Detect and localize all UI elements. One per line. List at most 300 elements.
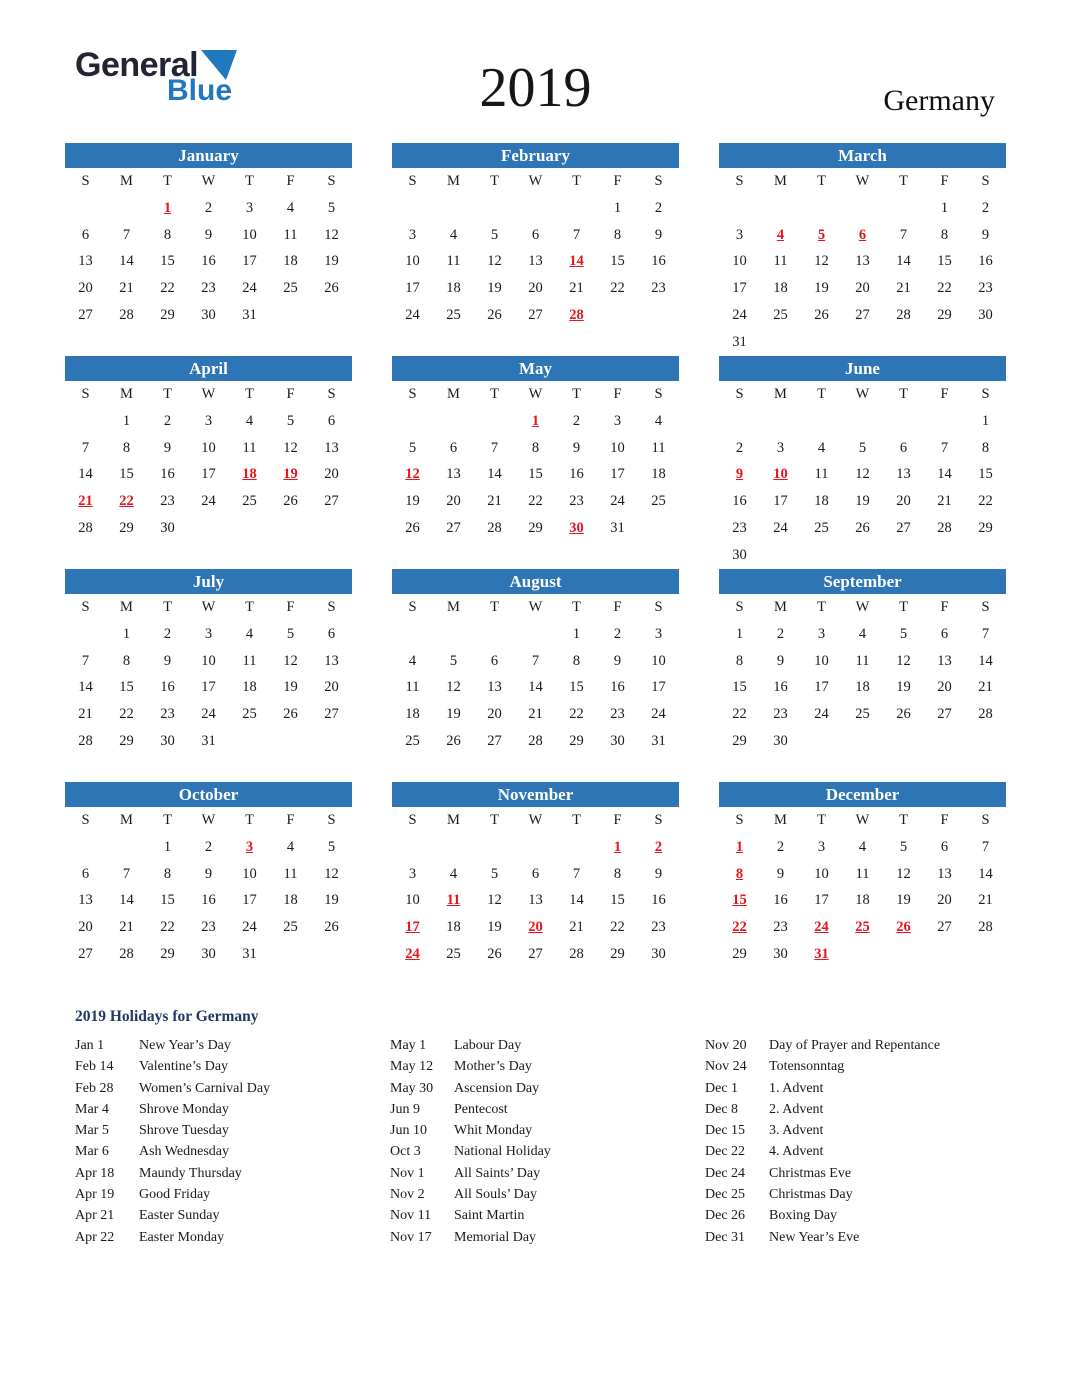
day-cell: 18 [855, 892, 870, 909]
holiday-entry-date: Oct 3 [390, 1144, 421, 1160]
empty-cell [801, 195, 842, 222]
day-cell: 19 [446, 706, 461, 723]
day-cell: 15 [528, 466, 543, 483]
empty-cell [801, 728, 842, 755]
weekday-header-row [392, 381, 679, 408]
day-cell: 1 [572, 625, 581, 642]
weekday-label: S [981, 599, 990, 615]
holiday-day-cell: 26 [896, 919, 911, 936]
empty-cell [65, 408, 106, 435]
empty-cell [65, 621, 106, 648]
day-cell: 30 [773, 945, 788, 962]
day-cell: 20 [528, 280, 543, 297]
week-row [65, 941, 352, 968]
holiday-day-cell: 6 [858, 226, 867, 243]
day-cell: 7 [981, 838, 990, 855]
holiday-entry-name: Christmas Eve [769, 1165, 852, 1181]
weekday-label: M [447, 386, 460, 402]
holiday-entry-date: Nov 2 [390, 1187, 425, 1203]
day-cell: 18 [283, 253, 298, 270]
day-cell: 3 [204, 412, 213, 429]
week-row [65, 914, 352, 941]
weekday-label: S [654, 386, 663, 402]
holiday-entry-date: May 30 [390, 1080, 434, 1096]
empty-cell [883, 941, 924, 968]
day-cell: 2 [204, 838, 213, 855]
weekday-label: F [940, 599, 949, 615]
week-row [392, 728, 679, 755]
day-cell: 4 [408, 652, 417, 669]
day-cell: 6 [81, 865, 90, 882]
holiday-entry [705, 1035, 1020, 1056]
day-cell: 5 [327, 838, 336, 855]
day-cell: 6 [327, 412, 336, 429]
day-cell: 22 [610, 280, 625, 297]
week-row [392, 674, 679, 701]
day-cell: 22 [610, 919, 625, 936]
day-cell: 22 [160, 919, 175, 936]
day-cell: 10 [201, 652, 216, 669]
weekday-label: T [490, 386, 499, 402]
week-row [65, 435, 352, 462]
day-cell: 5 [449, 652, 458, 669]
day-cell: 23 [651, 280, 666, 297]
holiday-day-cell: 19 [283, 466, 298, 483]
empty-cell [801, 542, 842, 569]
day-cell: 30 [201, 306, 216, 323]
day-cell: 12 [487, 892, 502, 909]
day-cell: 15 [569, 679, 584, 696]
day-cell: 25 [651, 493, 666, 510]
month-june [719, 356, 1006, 569]
day-cell: 26 [405, 519, 420, 536]
day-cell: 24 [732, 306, 747, 323]
holiday-entry-name: 3. Advent [769, 1123, 824, 1139]
week-row [65, 834, 352, 861]
holiday-entry-date: Dec 24 [705, 1165, 746, 1181]
empty-cell [311, 728, 352, 755]
day-cell: 16 [732, 493, 747, 510]
day-cell: 3 [408, 226, 417, 243]
empty-cell [883, 195, 924, 222]
holiday-entry-date: Apr 22 [75, 1229, 115, 1245]
week-row [65, 302, 352, 329]
holiday-entry-name: Maundy Thursday [139, 1165, 242, 1181]
holiday-entry [705, 1205, 1020, 1226]
day-cell: 20 [324, 679, 339, 696]
day-cell: 15 [160, 892, 175, 909]
day-cell: 30 [160, 519, 175, 536]
month-february [392, 143, 679, 356]
week-row [392, 488, 679, 515]
empty-cell [474, 834, 515, 861]
week-row [392, 515, 679, 542]
day-cell: 3 [817, 838, 826, 855]
day-cell: 10 [242, 865, 257, 882]
day-cell: 2 [163, 412, 172, 429]
day-cell: 20 [78, 919, 93, 936]
day-cell: 30 [201, 945, 216, 962]
weekday-header-row [65, 594, 352, 621]
day-cell: 3 [776, 439, 785, 456]
week-row [719, 887, 1006, 914]
day-cell: 11 [773, 253, 788, 270]
week-row [719, 728, 1006, 755]
month-november [392, 782, 679, 995]
day-cell: 25 [855, 706, 870, 723]
holiday-entry-name: 2. Advent [769, 1101, 824, 1117]
weekday-label: T [490, 599, 499, 615]
day-cell: 18 [242, 679, 257, 696]
weekday-label: S [654, 812, 663, 828]
weekday-header-row [392, 168, 679, 195]
day-cell: 21 [528, 706, 543, 723]
empty-cell [719, 195, 760, 222]
logo-text-blue: Blue [167, 74, 233, 107]
empty-cell [392, 195, 433, 222]
day-cell: 24 [201, 493, 216, 510]
weekday-header-row [719, 381, 1006, 408]
empty-cell [924, 408, 965, 435]
weekday-label: S [654, 173, 663, 189]
day-cell: 20 [855, 280, 870, 297]
weekday-header-row [719, 168, 1006, 195]
day-cell: 7 [81, 652, 90, 669]
weekday-label: T [163, 173, 172, 189]
holiday-entry [75, 1120, 390, 1141]
day-cell: 28 [937, 519, 952, 536]
day-cell: 13 [487, 679, 502, 696]
holidays-title: 2019 Holidays for Germany [75, 1008, 259, 1025]
weekday-label: S [981, 173, 990, 189]
day-cell: 23 [160, 493, 175, 510]
month-april [65, 356, 352, 569]
day-cell: 14 [487, 466, 502, 483]
day-cell: 28 [896, 306, 911, 323]
holiday-day-cell: 22 [732, 919, 747, 936]
holiday-entry [390, 1205, 705, 1226]
week-row [719, 195, 1006, 222]
day-cell: 12 [283, 439, 298, 456]
day-cell: 16 [651, 253, 666, 270]
holiday-entry-date: Nov 20 [705, 1038, 747, 1053]
holiday-day-cell: 12 [405, 466, 420, 483]
day-cell: 15 [937, 253, 952, 270]
holiday-entry [705, 1163, 1020, 1184]
day-cell: 11 [855, 652, 870, 669]
day-cell: 17 [201, 466, 216, 483]
day-cell: 5 [899, 625, 908, 642]
day-cell: 13 [324, 652, 339, 669]
holiday-day-cell: 31 [814, 945, 829, 962]
holiday-entry [390, 1035, 705, 1056]
empty-cell [311, 941, 352, 968]
day-cell: 7 [572, 226, 581, 243]
day-cell: 8 [940, 226, 949, 243]
day-cell: 23 [569, 493, 584, 510]
day-cell: 28 [119, 945, 134, 962]
day-cell: 20 [896, 493, 911, 510]
month-october [65, 782, 352, 995]
day-cell: 24 [405, 306, 420, 323]
day-cell: 8 [981, 439, 990, 456]
day-cell: 14 [569, 892, 584, 909]
holiday-entry-date: Feb 14 [75, 1059, 114, 1075]
day-cell: 23 [201, 280, 216, 297]
day-cell: 2 [654, 199, 663, 216]
empty-cell [474, 408, 515, 435]
holiday-entry-date: Nov 11 [390, 1208, 432, 1224]
day-cell: 26 [324, 280, 339, 297]
day-cell: 10 [201, 439, 216, 456]
day-cell: 14 [119, 892, 134, 909]
week-row [719, 275, 1006, 302]
day-cell: 1 [940, 199, 949, 216]
day-cell: 16 [978, 253, 993, 270]
day-cell: 4 [245, 625, 254, 642]
holiday-entry-name: Easter Sunday [139, 1208, 220, 1224]
holiday-day-cell: 1 [735, 838, 744, 855]
day-cell: 27 [78, 945, 93, 962]
weekday-label: M [447, 599, 460, 615]
day-cell: 16 [201, 253, 216, 270]
empty-cell [106, 195, 147, 222]
holiday-day-cell: 1 [163, 199, 172, 216]
weekday-label: T [245, 386, 254, 402]
week-row [65, 248, 352, 275]
day-cell: 11 [855, 865, 870, 882]
day-cell: 5 [327, 199, 336, 216]
day-cell: 28 [569, 945, 584, 962]
day-cell: 6 [940, 625, 949, 642]
year-title: 2019 [479, 57, 592, 119]
holiday-entry [705, 1120, 1020, 1141]
day-cell: 18 [283, 892, 298, 909]
holiday-entry-name: 4. Advent [769, 1144, 824, 1160]
day-cell: 16 [160, 466, 175, 483]
holiday-day-cell: 21 [78, 493, 93, 510]
holiday-entry-name: Valentine’s Day [139, 1059, 229, 1075]
logo-text-general: General [75, 46, 199, 84]
holiday-entry [75, 1078, 390, 1099]
day-cell: 28 [528, 732, 543, 749]
holiday-entry-name: Shrove Monday [139, 1101, 229, 1117]
day-cell: 3 [613, 412, 622, 429]
weekday-label: M [774, 812, 787, 828]
holiday-column-3 [705, 1035, 1020, 1248]
day-cell: 14 [937, 466, 952, 483]
day-cell: 8 [613, 226, 622, 243]
day-cell: 17 [242, 892, 257, 909]
holiday-entry-name: Pentecost [454, 1101, 508, 1117]
day-cell: 18 [446, 280, 461, 297]
day-cell: 21 [487, 493, 502, 510]
empty-cell [311, 302, 352, 329]
day-cell: 21 [119, 280, 134, 297]
day-cell: 2 [613, 625, 622, 642]
holiday-day-cell: 3 [245, 838, 254, 855]
day-cell: 25 [773, 306, 788, 323]
day-cell: 14 [978, 865, 993, 882]
holiday-day-cell: 9 [735, 466, 744, 483]
weekday-label: W [855, 812, 870, 828]
weekday-label: S [735, 812, 744, 828]
day-cell: 6 [531, 865, 540, 882]
weekday-label: T [163, 599, 172, 615]
day-cell: 23 [610, 706, 625, 723]
day-cell: 16 [160, 679, 175, 696]
day-cell: 2 [572, 412, 581, 429]
empty-cell [842, 941, 883, 968]
day-cell: 7 [122, 865, 131, 882]
holiday-entry [75, 1184, 390, 1205]
week-row [392, 222, 679, 249]
empty-cell [842, 728, 883, 755]
day-cell: 30 [773, 732, 788, 749]
weekday-label: T [817, 812, 826, 828]
day-cell: 7 [531, 652, 540, 669]
day-cell: 21 [78, 706, 93, 723]
empty-cell [883, 542, 924, 569]
weekday-header-row [65, 807, 352, 834]
empty-cell [801, 408, 842, 435]
holiday-entry-name: New Year’s Eve [769, 1229, 860, 1245]
holiday-entry-date: Dec 31 [705, 1229, 746, 1245]
week-row [392, 621, 679, 648]
weekday-label: S [408, 173, 417, 189]
day-cell: 12 [855, 466, 870, 483]
day-cell: 1 [122, 625, 131, 642]
day-cell: 12 [324, 865, 339, 882]
holiday-day-cell: 1 [613, 838, 622, 855]
day-cell: 18 [651, 466, 666, 483]
day-cell: 30 [610, 732, 625, 749]
empty-cell [433, 621, 474, 648]
weekday-label: F [940, 386, 949, 402]
empty-cell [311, 515, 352, 542]
day-cell: 5 [286, 412, 295, 429]
holiday-entry [705, 1184, 1020, 1205]
day-cell: 14 [528, 679, 543, 696]
day-cell: 4 [654, 412, 663, 429]
day-cell: 23 [201, 919, 216, 936]
month-september [719, 569, 1006, 782]
weekday-label: S [327, 173, 336, 189]
day-cell: 1 [613, 199, 622, 216]
weekday-label: S [327, 599, 336, 615]
day-cell: 15 [160, 253, 175, 270]
month-title-july: July [65, 569, 352, 594]
week-row [392, 914, 679, 941]
day-cell: 29 [119, 732, 134, 749]
day-cell: 12 [283, 652, 298, 669]
day-cell: 3 [654, 625, 663, 642]
day-cell: 3 [245, 199, 254, 216]
holiday-entry [705, 1056, 1020, 1077]
day-cell: 22 [160, 280, 175, 297]
day-cell: 2 [204, 199, 213, 216]
empty-cell [924, 941, 965, 968]
day-cell: 5 [490, 865, 499, 882]
empty-cell [392, 621, 433, 648]
page-header [0, 0, 1071, 143]
week-row [392, 941, 679, 968]
week-row [719, 248, 1006, 275]
week-row [719, 435, 1006, 462]
month-title-june: June [719, 356, 1006, 381]
day-cell: 3 [817, 625, 826, 642]
weekday-label: W [201, 812, 216, 828]
day-cell: 22 [732, 706, 747, 723]
day-cell: 2 [776, 838, 785, 855]
empty-cell [392, 408, 433, 435]
day-cell: 17 [405, 280, 420, 297]
holiday-entry [75, 1056, 390, 1077]
holiday-entry-date: Jun 10 [390, 1123, 427, 1139]
weekday-label: T [572, 173, 581, 189]
holiday-entry-date: May 12 [390, 1059, 434, 1075]
day-cell: 4 [817, 439, 826, 456]
week-row [392, 648, 679, 675]
day-cell: 25 [446, 306, 461, 323]
month-july [65, 569, 352, 782]
day-cell: 29 [732, 732, 747, 749]
empty-cell [760, 195, 801, 222]
weekday-header-row [719, 594, 1006, 621]
weekday-label: S [408, 812, 417, 828]
day-cell: 12 [487, 253, 502, 270]
day-cell: 13 [855, 253, 870, 270]
empty-cell [760, 542, 801, 569]
day-cell: 11 [814, 466, 829, 483]
holiday-entry-date: Dec 1 [705, 1080, 739, 1096]
day-cell: 19 [896, 679, 911, 696]
holiday-entry-date: Nov 1 [390, 1165, 425, 1181]
holiday-day-cell: 18 [242, 466, 257, 483]
holidays-section [75, 1008, 1020, 1248]
week-row [65, 621, 352, 648]
week-row [65, 488, 352, 515]
day-cell: 2 [735, 439, 744, 456]
holiday-column-2 [390, 1035, 705, 1248]
empty-cell [188, 515, 229, 542]
weekday-label: F [286, 812, 295, 828]
holiday-entry-name: All Saints’ Day [454, 1165, 541, 1181]
day-cell: 13 [528, 892, 543, 909]
day-cell: 12 [814, 253, 829, 270]
day-cell: 21 [569, 919, 584, 936]
empty-cell [515, 621, 556, 648]
empty-cell [842, 408, 883, 435]
weekday-label: T [817, 386, 826, 402]
weekday-label: W [855, 599, 870, 615]
day-cell: 15 [978, 466, 993, 483]
weekday-label: S [81, 812, 90, 828]
week-row [65, 195, 352, 222]
weekday-header-row [392, 594, 679, 621]
weekday-label: W [855, 386, 870, 402]
day-cell: 27 [324, 706, 339, 723]
month-march [719, 143, 1006, 356]
holiday-entry-date: Dec 25 [705, 1187, 746, 1203]
day-cell: 28 [78, 732, 93, 749]
holiday-entry-name: Day of Prayer and Repentance [769, 1038, 941, 1053]
empty-cell [760, 329, 801, 356]
holiday-entry [390, 1184, 705, 1205]
empty-cell [965, 329, 1006, 356]
day-cell: 28 [978, 919, 993, 936]
day-cell: 28 [119, 306, 134, 323]
